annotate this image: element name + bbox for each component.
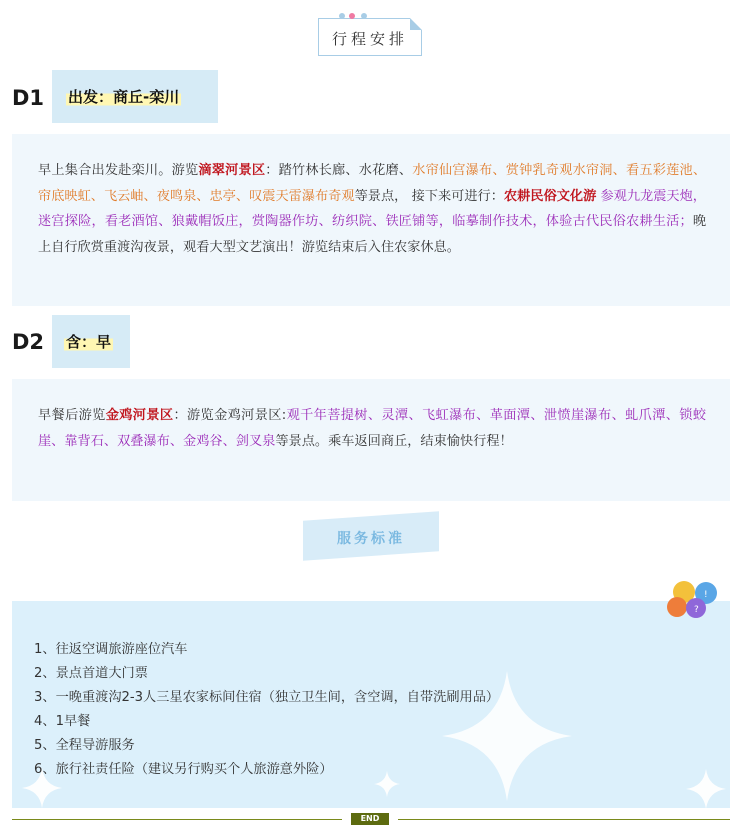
service-title: 服务标准 (337, 531, 405, 547)
decor-dot (349, 13, 355, 19)
list-item: 6、旅行社责任险（建议另行购买个人旅游意外险） (34, 762, 333, 777)
activities: 参观九龙震天炮，迷宫探险，看老酒馆、狼戴帽饭庄，赏陶器作坊、纺织院、铁匠铺等，临摹制作技术，体验古代民俗农耕生活； (38, 188, 706, 229)
day-number: D2 (12, 330, 45, 354)
attraction-name: 滴翠河景区 (198, 163, 266, 178)
service-panel (12, 601, 730, 808)
day2-description (38, 403, 706, 454)
scenic-spots: 水帘仙宫瀑布、赏钟乳奇观水帘洞、看五彩莲池、帘底映虹、飞云岫、夜鸣泉、忠亭、叹震天雷瀑布奇观 (38, 163, 707, 204)
section-header-itinerary (318, 18, 422, 56)
balloons-icon (664, 577, 722, 625)
footer-divider (398, 819, 730, 820)
end-badge: END (351, 813, 389, 825)
attraction-name: 农耕民俗文化游 (503, 188, 597, 204)
day-title: 出发：商丘-栾川 (68, 88, 180, 106)
day-title-tag (52, 315, 130, 368)
list-item: 3、一晚重渡沟2-3人三星农家标间住宿（独立卫生间，含空调，自带洗刷用品） (34, 690, 500, 705)
attraction-name: 金鸡河景区 (105, 408, 174, 423)
text-run: 等景点， 接下来可进行： (354, 188, 504, 204)
list-item: 5、全程导游服务 (34, 738, 135, 753)
svg-text:?: ? (694, 605, 699, 615)
day-title: 含：早 (66, 333, 112, 351)
day-title-tag (52, 70, 218, 123)
service-list (34, 638, 499, 782)
text-run: 早上集合出发赴栾川。游览 (38, 163, 199, 178)
section-title: 行程安排 (331, 30, 408, 48)
svg-text:!: ! (704, 590, 708, 600)
decor-dot (339, 13, 345, 19)
day1-description (38, 158, 706, 260)
text-run: 等景点。乘车返回商丘，结束愉快行程！ (275, 433, 513, 449)
scenic-spots: 观千年菩提树、灵潭、飞虹瀑布、革面潭、泄愤崖瀑布、虬爪潭、锁蛟崖、靠背石、双叠瀑布、金鸡谷、剑叉泉 (38, 408, 707, 449)
text-run: ：踏竹林长廊、水花磨、 (265, 163, 413, 178)
sparkle-icon (686, 769, 726, 808)
day-number: D1 (12, 86, 45, 110)
list-item: 1、往返空调旅游座位汽车 (34, 642, 188, 657)
list-item: 4、1早餐 (34, 714, 91, 729)
footer-divider (12, 819, 342, 820)
text-run: 晚上自行欣赏重渡沟夜景，观看大型文艺演出！游览结束后入住农家休息。 (38, 214, 707, 255)
list-item: 2、景点首道大门票 (34, 666, 148, 681)
text-run: 早餐后游览 (38, 408, 106, 423)
decor-dot (361, 13, 367, 19)
text-run: ：游览金鸡河景区: (173, 408, 287, 423)
